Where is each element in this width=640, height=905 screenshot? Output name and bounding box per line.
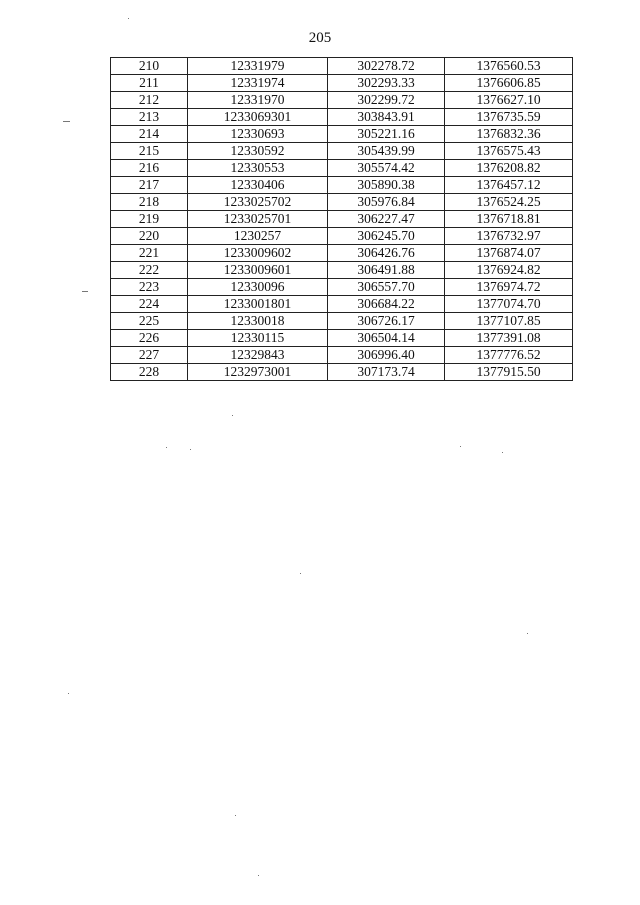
y-coordinate-cell: 1376575.43 [445, 143, 573, 160]
point-id-cell: 12330115 [188, 330, 328, 347]
y-coordinate-cell: 1376627.10 [445, 92, 573, 109]
scan-mark [258, 875, 259, 876]
point-id-cell: 12330553 [188, 160, 328, 177]
row-index-cell: 217 [111, 177, 188, 194]
scan-mark [235, 815, 236, 816]
table-row [111, 245, 573, 262]
x-coordinate-cell: 307173.74 [328, 364, 445, 381]
y-coordinate-cell: 1376732.97 [445, 228, 573, 245]
row-index-cell: 221 [111, 245, 188, 262]
table-row [111, 75, 573, 92]
row-index-cell: 222 [111, 262, 188, 279]
scan-mark [190, 449, 191, 450]
x-coordinate-cell: 302278.72 [328, 58, 445, 75]
table-row [111, 109, 573, 126]
x-coordinate-cell: 306426.76 [328, 245, 445, 262]
y-coordinate-cell: 1376606.85 [445, 75, 573, 92]
point-id-cell: 12331974 [188, 75, 328, 92]
table-row [111, 279, 573, 296]
point-id-cell: 12330406 [188, 177, 328, 194]
point-id-cell: 12330096 [188, 279, 328, 296]
table-row [111, 262, 573, 279]
row-index-cell: 212 [111, 92, 188, 109]
point-id-cell: 1233069301 [188, 109, 328, 126]
y-coordinate-cell: 1377391.08 [445, 330, 573, 347]
coordinates-table [110, 57, 573, 381]
table-row [111, 296, 573, 313]
x-coordinate-cell: 306245.70 [328, 228, 445, 245]
scan-mark [232, 415, 233, 416]
table-row [111, 313, 573, 330]
table-row [111, 194, 573, 211]
y-coordinate-cell: 1377074.70 [445, 296, 573, 313]
scan-mark [68, 693, 69, 694]
row-index-cell: 220 [111, 228, 188, 245]
table-row [111, 330, 573, 347]
x-coordinate-cell: 306557.70 [328, 279, 445, 296]
row-index-cell: 228 [111, 364, 188, 381]
row-index-cell: 226 [111, 330, 188, 347]
x-coordinate-cell: 306504.14 [328, 330, 445, 347]
row-index-cell: 225 [111, 313, 188, 330]
y-coordinate-cell: 1376832.36 [445, 126, 573, 143]
point-id-cell: 1233009601 [188, 262, 328, 279]
y-coordinate-cell: 1376974.72 [445, 279, 573, 296]
x-coordinate-cell: 305976.84 [328, 194, 445, 211]
x-coordinate-cell: 306996.40 [328, 347, 445, 364]
point-id-cell: 12330018 [188, 313, 328, 330]
x-coordinate-cell: 306227.47 [328, 211, 445, 228]
page-number: 205 [308, 30, 332, 46]
point-id-cell: 12329843 [188, 347, 328, 364]
y-coordinate-cell: 1377107.85 [445, 313, 573, 330]
y-coordinate-cell: 1376874.07 [445, 245, 573, 262]
y-coordinate-cell: 1377915.50 [445, 364, 573, 381]
scan-mark [527, 633, 528, 634]
row-index-cell: 227 [111, 347, 188, 364]
scan-mark [460, 446, 461, 447]
y-coordinate-cell: 1376735.59 [445, 109, 573, 126]
row-index-cell: 218 [111, 194, 188, 211]
y-coordinate-cell: 1376560.53 [445, 58, 573, 75]
point-id-cell: 12330592 [188, 143, 328, 160]
x-coordinate-cell: 305890.38 [328, 177, 445, 194]
row-index-cell: 219 [111, 211, 188, 228]
x-coordinate-cell: 303843.91 [328, 109, 445, 126]
x-coordinate-cell: 306684.22 [328, 296, 445, 313]
point-id-cell: 1233009602 [188, 245, 328, 262]
point-id-cell: 1232973001 [188, 364, 328, 381]
table-row [111, 364, 573, 381]
coordinates-table-body [111, 58, 573, 381]
row-index-cell: 224 [111, 296, 188, 313]
row-index-cell: 215 [111, 143, 188, 160]
table-row [111, 211, 573, 228]
point-id-cell: 12331979 [188, 58, 328, 75]
y-coordinate-cell: 1376924.82 [445, 262, 573, 279]
point-id-cell: 1233001801 [188, 296, 328, 313]
point-id-cell: 1230257 [188, 228, 328, 245]
table-row [111, 228, 573, 245]
point-id-cell: 12331970 [188, 92, 328, 109]
scan-mark [63, 121, 70, 122]
scan-mark [128, 18, 129, 19]
y-coordinate-cell: 1376718.81 [445, 211, 573, 228]
y-coordinate-cell: 1377776.52 [445, 347, 573, 364]
scan-mark [166, 447, 167, 448]
table-row [111, 160, 573, 177]
row-index-cell: 210 [111, 58, 188, 75]
scan-mark [82, 291, 88, 292]
x-coordinate-cell: 305574.42 [328, 160, 445, 177]
x-coordinate-cell: 306726.17 [328, 313, 445, 330]
point-id-cell: 1233025701 [188, 211, 328, 228]
scan-mark [300, 573, 301, 574]
point-id-cell: 1233025702 [188, 194, 328, 211]
row-index-cell: 223 [111, 279, 188, 296]
x-coordinate-cell: 305221.16 [328, 126, 445, 143]
table-row [111, 58, 573, 75]
row-index-cell: 211 [111, 75, 188, 92]
scan-mark [502, 452, 503, 453]
row-index-cell: 214 [111, 126, 188, 143]
y-coordinate-cell: 1376457.12 [445, 177, 573, 194]
point-id-cell: 12330693 [188, 126, 328, 143]
x-coordinate-cell: 302293.33 [328, 75, 445, 92]
table-row [111, 177, 573, 194]
table-row [111, 347, 573, 364]
y-coordinate-cell: 1376524.25 [445, 194, 573, 211]
table-row [111, 126, 573, 143]
row-index-cell: 216 [111, 160, 188, 177]
table-row [111, 92, 573, 109]
x-coordinate-cell: 302299.72 [328, 92, 445, 109]
y-coordinate-cell: 1376208.82 [445, 160, 573, 177]
row-index-cell: 213 [111, 109, 188, 126]
table-row [111, 143, 573, 160]
x-coordinate-cell: 305439.99 [328, 143, 445, 160]
x-coordinate-cell: 306491.88 [328, 262, 445, 279]
